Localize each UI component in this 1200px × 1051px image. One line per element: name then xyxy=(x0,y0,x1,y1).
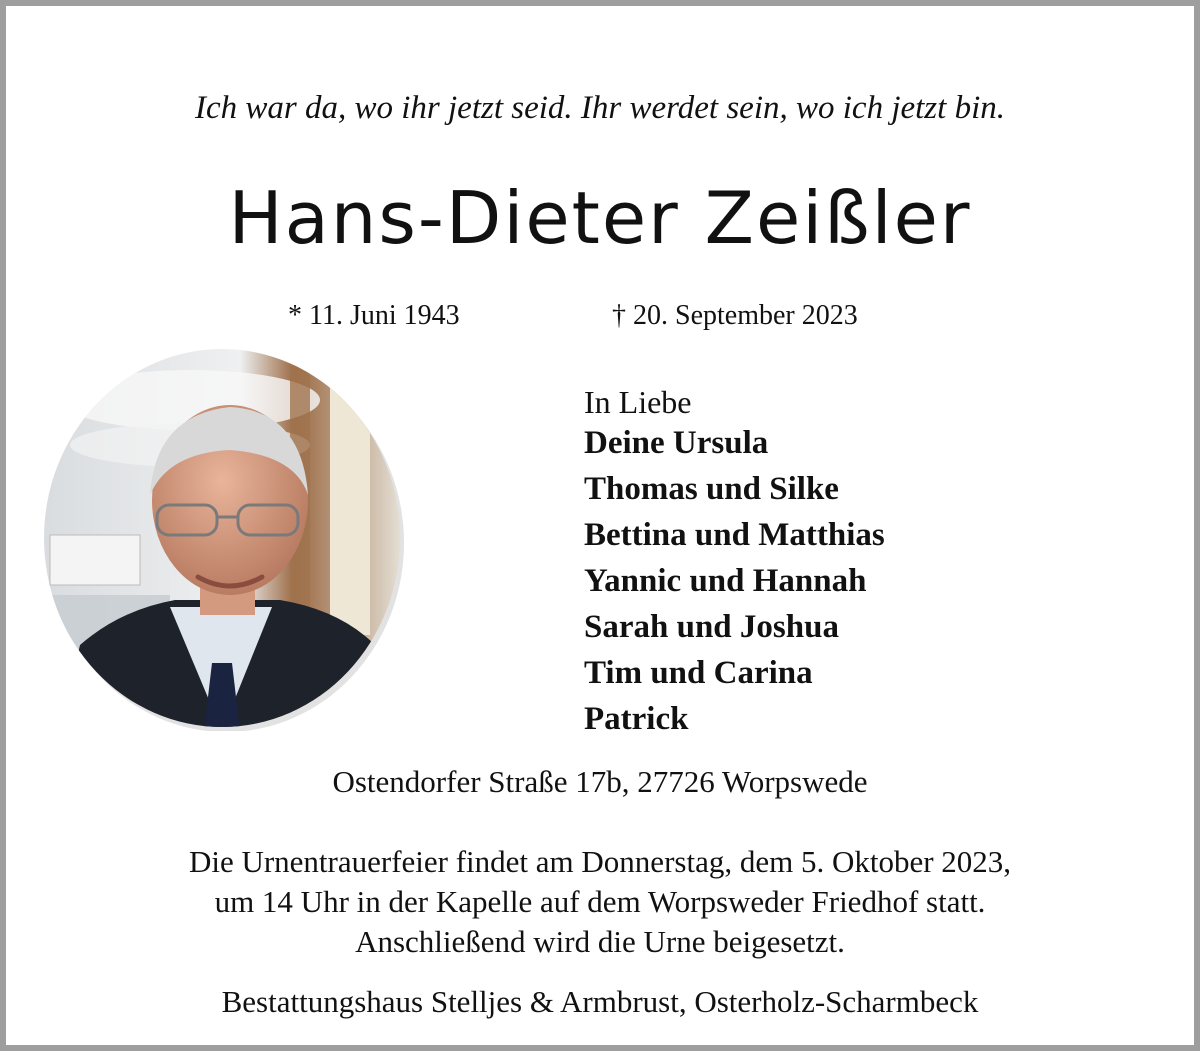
ceremony-line: um 14 Uhr in der Kapelle auf dem Worpsweder Friedhof statt. xyxy=(214,884,986,919)
deceased-name: Hans-Dieter Zeißler xyxy=(228,176,972,260)
mourner-name: Bettina und Matthias xyxy=(584,517,885,553)
portrait-photo xyxy=(40,345,404,731)
ceremony-line: Die Urnentrauerfeier findet am Donnerstag, dem 5. Oktober 2023, xyxy=(188,844,1012,879)
mourners-block xyxy=(584,384,885,742)
mourner-name: Thomas und Silke xyxy=(584,471,839,507)
mourners-intro: In Liebe xyxy=(584,384,692,420)
death-date: † 20. September 2023 xyxy=(612,300,858,331)
birth-date: * 11. Juni 1943 xyxy=(288,300,460,331)
mourner-name: Deine Ursula xyxy=(584,425,769,461)
ceremony-line: Anschließend wird die Urne beigesetzt. xyxy=(355,924,845,959)
mourner-name: Tim und Carina xyxy=(584,655,813,691)
address: Ostendorfer Straße 17b, 27726 Worpswede xyxy=(332,764,868,799)
quote: Ich war da, wo ihr jetzt seid. Ihr werdet sein, wo ich jetzt bin. xyxy=(195,90,1005,126)
undertaker: Bestattungshaus Stelljes & Armbrust, Osterholz-Scharmbeck xyxy=(221,984,979,1019)
mourner-name: Sarah und Joshua xyxy=(584,609,839,645)
mourner-name: Yannic und Hannah xyxy=(584,563,867,599)
mourner-name: Patrick xyxy=(584,701,689,737)
ceremony-notice xyxy=(0,842,1200,962)
